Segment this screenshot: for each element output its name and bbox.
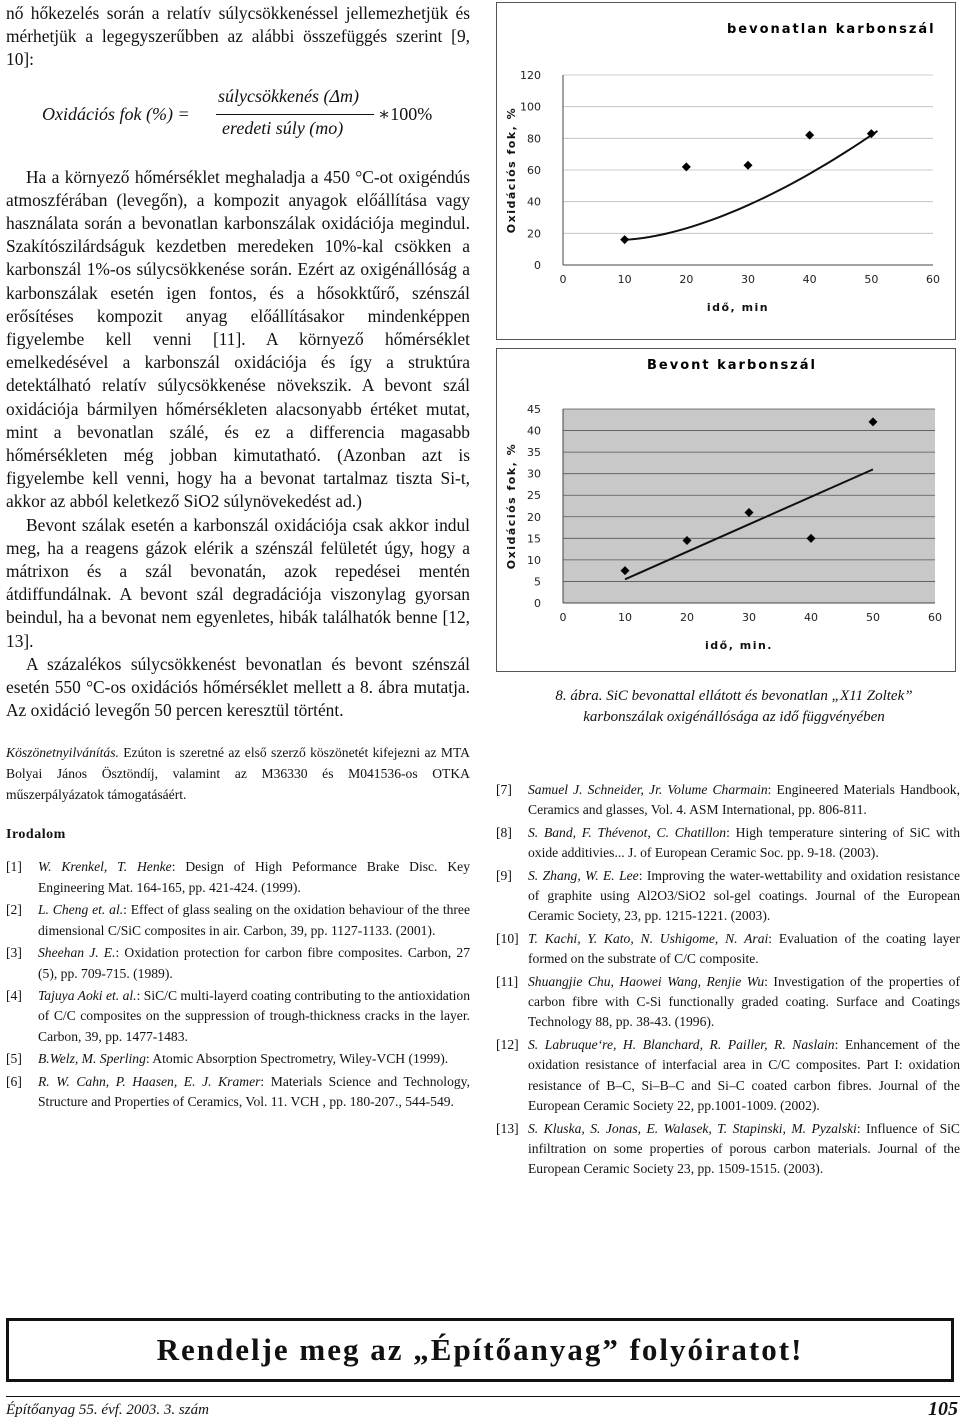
x-axis-label: idő, min [706, 301, 770, 314]
reference-authors: Tajuya Aoki et. al. [38, 987, 137, 1003]
acknowledgement-label: Köszönetnyilvánítás. [6, 745, 119, 761]
reference-text [528, 1035, 960, 1117]
x-tick-label: 20 [679, 273, 694, 286]
reference-number: [10] [496, 930, 519, 946]
reference-number: [11] [496, 973, 519, 989]
body-paragraph-1: Ha a környező hőmérséklet meghaladja a 450 °C-ot oxigéndús atmoszférában (levegőn), a kompozit anyagok előállítása vagy használata során a bevonatlan karbonszálak oxidációja megindul. Szakítószilárdságuk kezdetben meredeken 10%-kal csökken a karbonszál 1%-os súlycsökkenése során. Ezért az oxigénállóság a karbonszálak esetén igen fontos, és a hősokktűrő, szénszál erősítéses kompozit anyag előállításakor mindenképpen figyelembe kell venni [11]. A környező hőmérséklet emelkedésével a karbonszál oxidációja és így a struktúra detektálható relatív súlycsökkenése növekszik. A bevont szál oxidációja bármilyen hőmérsékleten alacsonyabb értéket mutat, mint a bevonatlan szálé, és ez a differencia magasabb hőmérsékleten még jobban kimutatható. (Azonban azt is figyelembe kell venni, hogy ha a bevonat tartalmaz tiszta Si-t, akkor az abból keletkező SiO2 súlynövekedést ad.) [6, 166, 470, 512]
reference-authors: S. Kluska, S. Jonas, E. Walasek, T. Stapinski, M. Pyzalski [528, 1120, 857, 1136]
chart-uncoated-svg [497, 3, 955, 339]
reference-number: [8] [496, 824, 512, 840]
reference-text [38, 1072, 470, 1113]
reference-title: : SiC/C multi-layerd coating contributing to the antioxidation of C/C composites on the suppression of trough-thickness cracks in the layer. Carbon, 39, pp. 1477-1483. [38, 987, 470, 1044]
reference-number: [13] [496, 1120, 519, 1136]
reference-item [6, 900, 470, 941]
formula-fraction-bar [216, 114, 374, 115]
formula-lhs: Oxidációs fok (%) = [42, 103, 190, 124]
reference-title: : Evaluation of the coating layer formed on the substrate of C/C composite. [528, 930, 960, 967]
reference-item [496, 823, 960, 864]
chart-title: bevonatlan karbonszál [727, 22, 936, 37]
reference-item [496, 929, 960, 970]
y-tick-label: 100 [520, 100, 541, 114]
x-tick-label: 30 [742, 611, 756, 624]
reference-title: : Oxidation protection for carbon fibre composites. Carbon, 27 (5), pp. 709-715. (1989). [38, 945, 470, 981]
y-axis-label: Oxidációs fok, % [505, 442, 518, 570]
y-tick-label: 35 [527, 446, 541, 460]
reference-number: [4] [6, 987, 22, 1003]
y-tick-label: 0 [534, 259, 541, 272]
x-tick-label: 40 [802, 273, 817, 286]
reference-text [38, 986, 470, 1047]
reference-text [528, 929, 960, 970]
reference-item [6, 986, 470, 1047]
chart-title: Bevont karbonszál [647, 358, 817, 373]
reference-title: : Enhancement of the oxidation resistance of interfacial area in C/C composites. Part I: oxidation resistance of B–C, Si–B–C and Si–C coated carbon fibres. Journal of the European Ceramic Society 22, pp.1001-1009. (2002). [528, 1036, 960, 1114]
reference-authors: Samuel J. Schneider, Jr. Volume Charmain [528, 782, 768, 797]
y-tick-label: 40 [527, 195, 541, 209]
reference-authors: Sheehan J. E. [38, 945, 116, 961]
reference-authors: T. Kachi, Y. Kato, N. Ushigome, N. Arai [528, 930, 769, 946]
y-tick-label: 80 [527, 132, 541, 146]
references-list-left [6, 857, 470, 1112]
reference-authors: W. Krenkel, T. Henke [38, 859, 172, 875]
y-tick-label: 120 [520, 69, 541, 82]
y-tick-label: 25 [527, 489, 541, 503]
reference-title: : Engineered Materials Handbook, Ceramics and glasses, Vol. 4. ASM International, pp. 806-811. [528, 782, 960, 818]
y-tick-label: 20 [527, 227, 541, 241]
y-tick-label: 15 [527, 532, 541, 546]
reference-authors: S. Band, F. Thévenot, C. Chatillon [528, 824, 727, 840]
chart-coated-svg [497, 349, 955, 671]
reference-text [528, 866, 960, 927]
reference-authors: S. Zhang, W. E. Lee [528, 867, 639, 883]
subscribe-banner: Rendelje meg az „Építőanyag” folyóiratot! [6, 1318, 954, 1382]
reference-authors: R. W. Cahn, P. Haasen, E. J. Kramer [38, 1073, 261, 1089]
reference-item [496, 1119, 960, 1180]
y-tick-label: 20 [527, 510, 541, 524]
reference-item [6, 1049, 470, 1069]
x-tick-label: 10 [618, 611, 632, 624]
page-number: 105 [928, 1398, 958, 1420]
reference-authors: B.Welz, M. Sperling [38, 1051, 146, 1067]
reference-title: : Design of High Peformance Brake Disc. Key Engineering Mat. 164-165, pp. 421-424. (1999). [38, 859, 470, 895]
reference-text [38, 1049, 470, 1069]
reference-text [528, 780, 960, 821]
x-tick-label: 0 [559, 611, 567, 624]
reference-text [38, 943, 470, 984]
reference-authors: L. Cheng et. al. [38, 902, 124, 918]
reference-authors: Shuangjie Chu, Haowei Wang, Renjie Wu [528, 973, 765, 989]
reference-text [528, 823, 960, 864]
reference-item [6, 943, 470, 984]
reference-number: [3] [6, 945, 22, 961]
x-tick-label: 10 [617, 273, 632, 286]
reference-title: : Improving the water-wettability and oxidation resistance of graphite using Al2O3/SiO2 sol-gel coatings. Journal of the European Ceramic Society, 23, pp. 1215-1221. (2003). [528, 867, 960, 924]
reference-number: [9] [496, 867, 512, 883]
acknowledgement [6, 742, 470, 805]
intro-paragraph: nő hőkezelés során a relatív súlycsökkenéssel jellemezhetjük és mérhetjük a legegyszerűbben az alábbi összefüggés szerint [9, 10]: [6, 3, 470, 70]
x-tick-label: 50 [864, 273, 879, 286]
footer-rule [6, 1396, 960, 1397]
y-axis-label: Oxidációs fok, % [505, 106, 518, 234]
x-tick-label: 20 [680, 611, 694, 624]
reference-item [496, 972, 960, 1033]
y-tick-label: 5 [534, 575, 541, 589]
y-tick-label: 45 [527, 403, 541, 416]
chart-coated [496, 348, 956, 672]
x-tick-label: 60 [926, 273, 940, 286]
formula-numerator: súlycsökkenés (Δm) [218, 85, 360, 106]
reference-text [528, 1119, 960, 1180]
plot-area [563, 409, 935, 603]
reference-title: : Influence of SiC infiltration on some properties of porous carbon materials. Journal of the European Ceramic Society 23, pp. 1509-1515. (2003). [528, 1120, 960, 1177]
reference-text [38, 900, 470, 941]
formula-denominator: eredeti súly (mo) [222, 117, 344, 138]
reference-number: [12] [496, 1036, 519, 1052]
reference-authors: S. Labruque‘re, H. Blanchard, R. Pailler, R. Naslain [528, 1036, 835, 1052]
reference-item [496, 866, 960, 927]
reference-number: [7] [496, 782, 512, 797]
oxidation-formula [6, 78, 470, 156]
reference-item [496, 1035, 960, 1117]
reference-item [496, 780, 960, 821]
reference-title: : Materials Science and Technology, Structure and Properties of Ceramics, Vol. 11. VCH , pp. 180-207., 544-549. [38, 1073, 470, 1109]
reference-item [6, 857, 470, 898]
y-tick-label: 10 [527, 553, 541, 567]
references-list-right [496, 780, 960, 1182]
reference-number: [2] [6, 902, 22, 918]
reference-title: : Investigation of the properties of carbon fibre with C-Si functionally graded coating. Surface and Coatings Technology 88, pp. 38-43. (1996). [528, 973, 960, 1030]
reference-title: : Effect of glass sealing on the oxidation behaviour of the three dimensional C/SiC composites in air. Carbon, 39, pp. 1127-1133. (2001). [38, 902, 470, 938]
x-tick-label: 30 [741, 273, 755, 286]
x-tick-label: 60 [928, 611, 942, 624]
reference-number: [1] [6, 859, 22, 875]
chart-uncoated [496, 2, 956, 340]
left-column [6, 2, 470, 1114]
references-heading: Irodalom [6, 827, 66, 843]
y-tick-label: 40 [527, 424, 541, 438]
reference-item [6, 1072, 470, 1113]
reference-title: : Atomic Absorption Spectrometry, Wiley-VCH (1999). [145, 1051, 449, 1067]
footer-journal: Építőanyag 55. évf. 2003. 3. szám [6, 1402, 209, 1418]
reference-number: [6] [6, 1073, 22, 1089]
acknowledgement-text: Ezúton is szeretné az első szerző köszönetét kifejezni az MTA Bolyai János Ösztöndíj, valamint az M36330 és M041536-os OTKA műszerpályázatok támogatásáért. [6, 745, 470, 803]
reference-text [38, 857, 470, 898]
x-axis-label: idő, min. [705, 639, 773, 652]
x-tick-label: 0 [559, 273, 567, 286]
x-tick-label: 50 [866, 611, 880, 624]
reference-title: : High temperature sintering of SiC with oxide additivies... J. of European Ceramic Soc. pp. 9-18. (2003). [528, 824, 960, 861]
y-tick-label: 30 [527, 467, 541, 481]
formula-rhs: ∗100% [378, 103, 433, 124]
body-paragraph-3: A százalékos súlycsökkenést bevonatlan és bevont szénszál esetén 550 °C-os oxidációs hőmérséklet mellett a 8. ábra mutatja. Az oxidáció levegőn 50 percen keresztül történt. [6, 653, 470, 721]
y-tick-label: 60 [527, 164, 541, 177]
figure-caption: 8. ábra. SiC bevonattal ellátott és bevonatlan „X11 Zoltek” karbonszálak oxigénállósága az idő függvényében [555, 688, 913, 725]
body-paragraph-2: Bevont szálak esetén a karbonszál oxidációja csak akkor indul meg, ha a reagens gázok elérik a szénszál felületét úgy, hogy a mátrixon és a szál bevonatán, azok repedései mentén átdiffundálnak. A bevont szál degradációja viszonylag gyorsan beindul, ha a bevonat nem egyenletes, hibák találhatók benne [12, 13]. [6, 514, 470, 651]
reference-number: [5] [6, 1051, 22, 1067]
x-tick-label: 40 [804, 611, 818, 624]
y-tick-label: 0 [534, 597, 541, 610]
reference-text [528, 972, 960, 1033]
